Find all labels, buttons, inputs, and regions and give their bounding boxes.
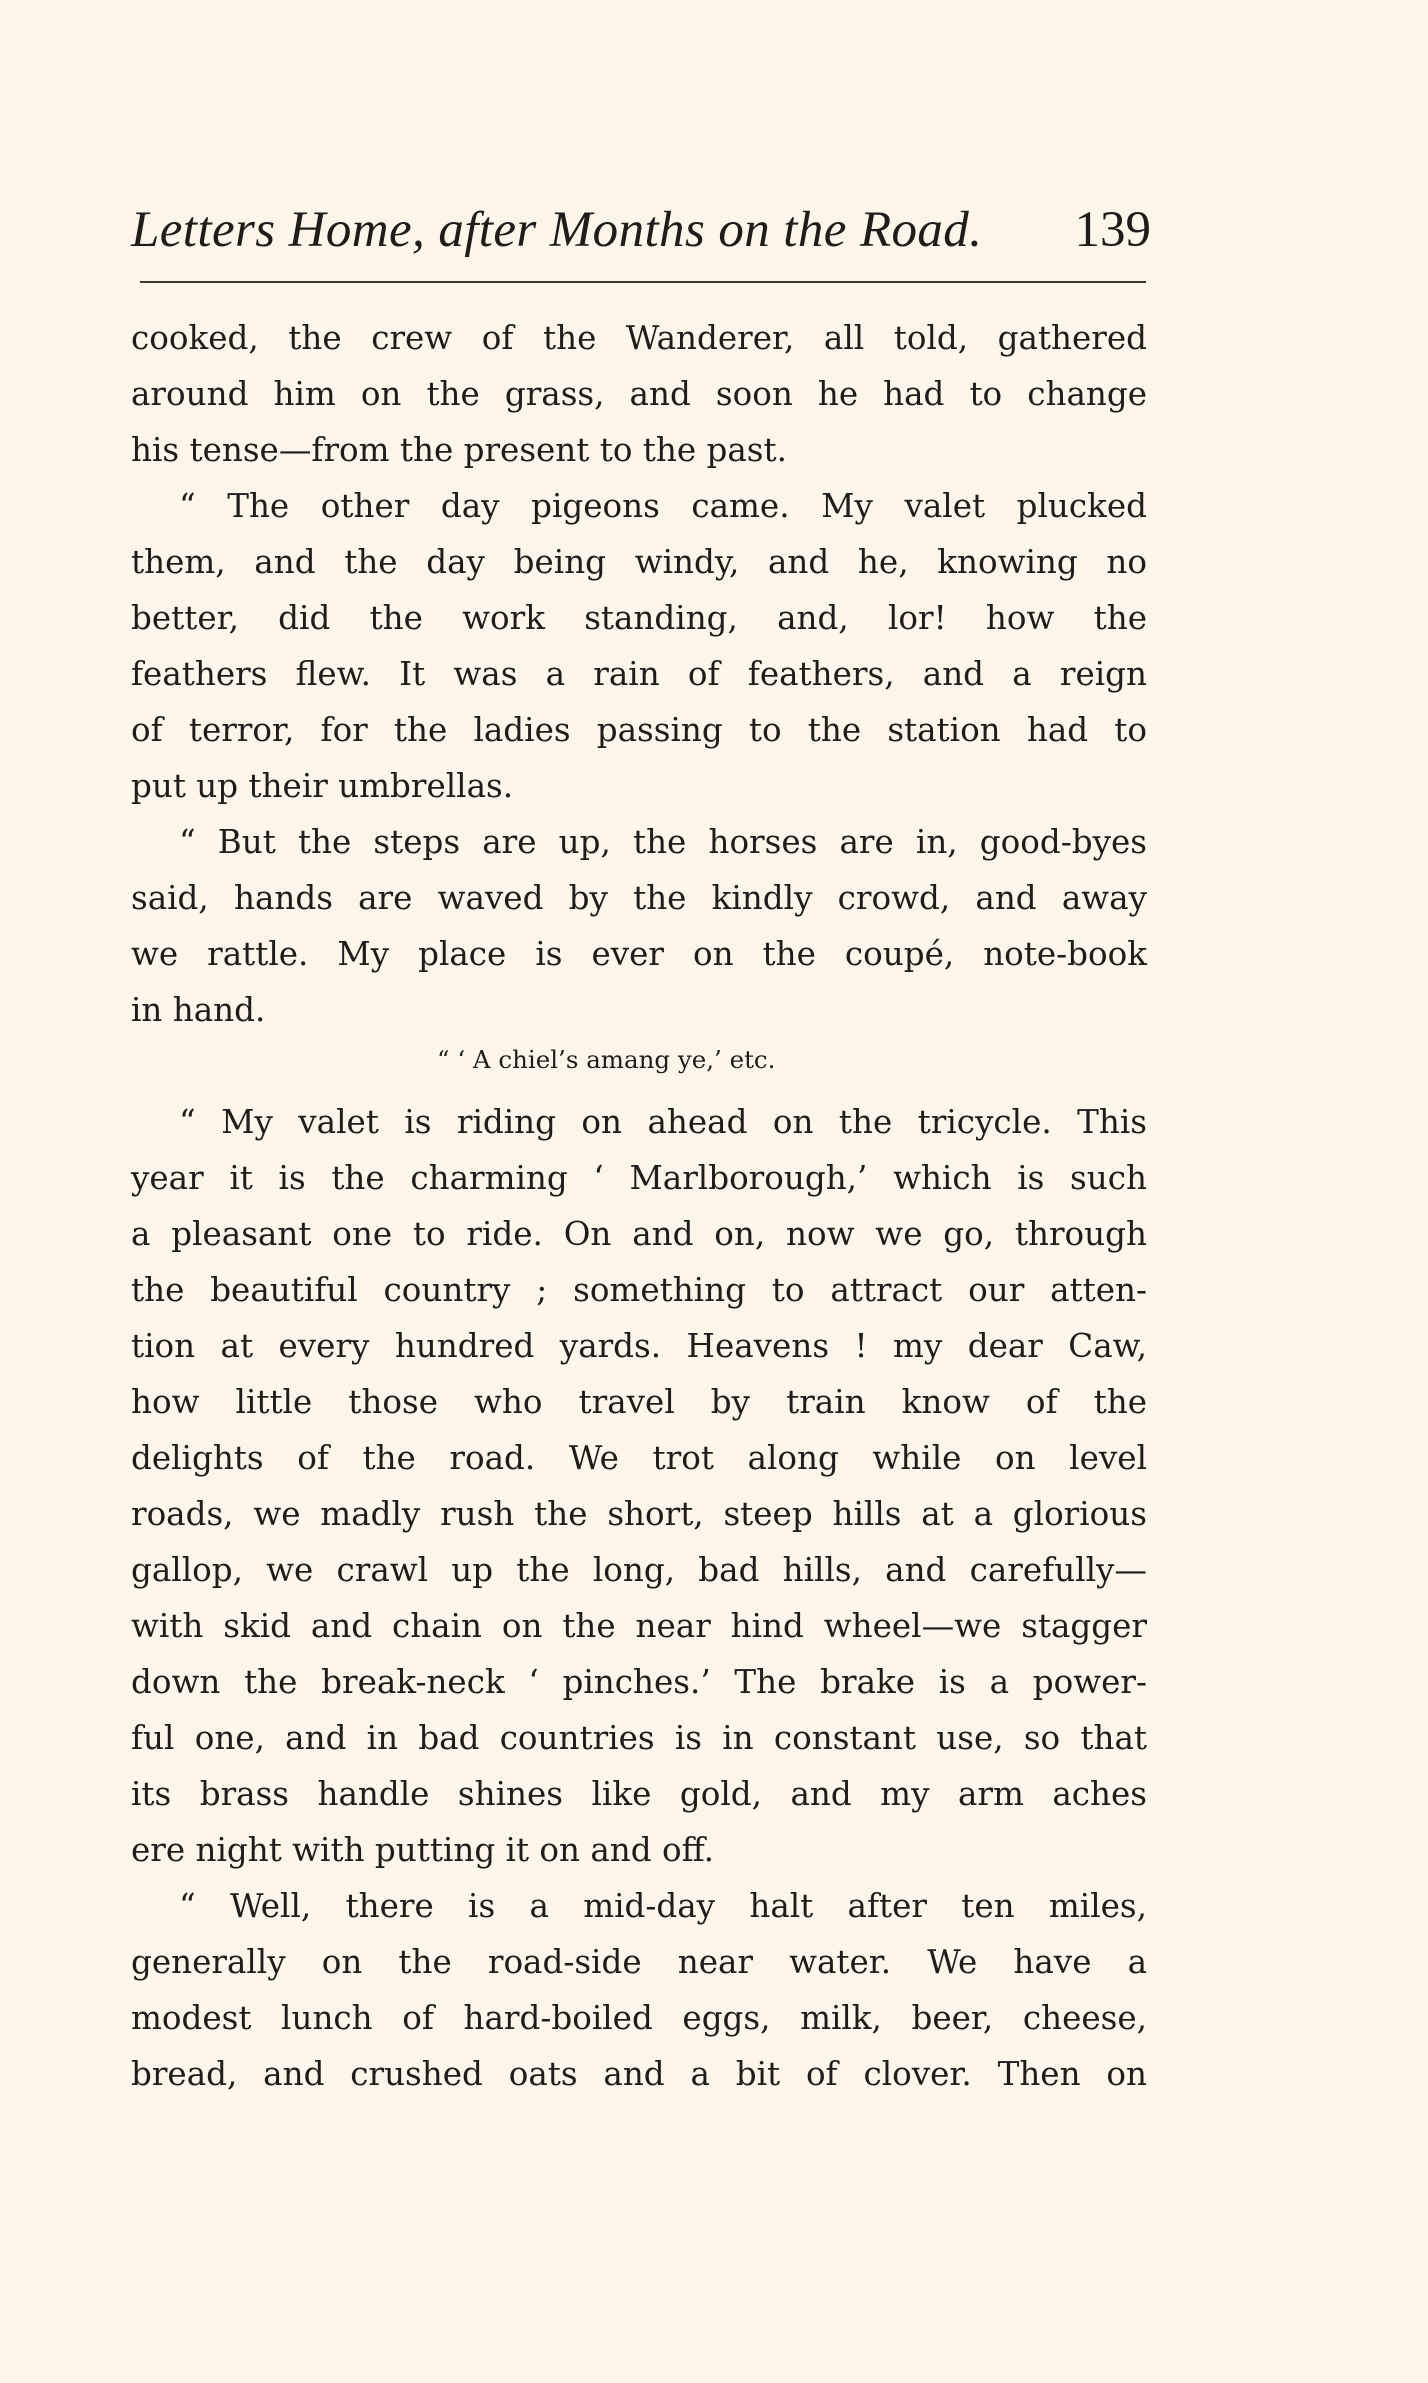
- text-line: his tense—from the present to the past.: [131, 431, 787, 469]
- text-line: how little those who travel by train know of the: [131, 1383, 1147, 1421]
- text-line: “ My valet is riding on ahead on the tricycle. This: [179, 1103, 1147, 1141]
- text-line: ful one, and in bad countries is in constant use, so that: [131, 1719, 1147, 1757]
- text-line: delights of the road. We trot along while on level: [131, 1439, 1147, 1477]
- text-line: “ The other day pigeons came. My valet plucked: [179, 487, 1147, 525]
- text-line: a pleasant one to ride. On and on, now we go, through: [131, 1215, 1147, 1253]
- text-line: generally on the road-side near water. We have a: [131, 1943, 1147, 1981]
- quoted-verse: “ ‘ A chiel’s amang ye,’ etc.: [437, 1045, 776, 1074]
- text-line: said, hands are waved by the kindly crowd, and away: [131, 879, 1147, 917]
- text-line: put up their umbrellas.: [131, 767, 514, 805]
- text-line: roads, we madly rush the short, steep hills at a glorious: [131, 1495, 1147, 1533]
- text-line: feathers flew. It was a rain of feathers, and a reign: [131, 655, 1147, 693]
- page-header: [131, 190, 1151, 270]
- text-line: ere night with putting it on and off.: [131, 1831, 714, 1869]
- text-line: the beautiful country ; something to attract our atten-: [131, 1271, 1147, 1309]
- text-line: them, and the day being windy, and he, knowing no: [131, 543, 1147, 581]
- text-line: in hand.: [131, 991, 266, 1029]
- text-line: down the break-neck ‘ pinches.’ The brake is a power-: [131, 1663, 1147, 1701]
- text-line: “ But the steps are up, the horses are in, good-byes: [179, 823, 1147, 861]
- text-line: of terror, for the ladies passing to the station had to: [131, 711, 1147, 749]
- text-line: tion at every hundred yards. Heavens ! my dear Caw,: [131, 1327, 1147, 1365]
- text-line: year it is the charming ‘ Marlborough,’ which is such: [131, 1159, 1147, 1197]
- text-line: modest lunch of hard-boiled eggs, milk, beer, cheese,: [131, 1999, 1147, 2037]
- text-line: cooked, the crew of the Wanderer, all told, gathered: [131, 319, 1147, 357]
- text-line: gallop, we crawl up the long, bad hills, and carefully—: [131, 1551, 1147, 1589]
- page-number: 139: [1074, 202, 1151, 258]
- text-line: better, did the work standing, and, lor! how the: [131, 599, 1147, 637]
- text-line: bread, and crushed oats and a bit of clover. Then on: [131, 2055, 1147, 2093]
- text-line: its brass handle shines like gold, and my arm aches: [131, 1775, 1147, 1813]
- header-rule: [140, 281, 1146, 283]
- body-text: [131, 310, 1147, 2102]
- running-title: Letters Home, after Months on the Road.: [131, 202, 983, 258]
- text-line: we rattle. My place is ever on the coupé, note-book: [131, 935, 1147, 973]
- text-line: with skid and chain on the near hind wheel—we stagger: [131, 1607, 1147, 1645]
- text-line: “ Well, there is a mid-day halt after ten miles,: [179, 1887, 1147, 1925]
- text-line: around him on the grass, and soon he had to change: [131, 375, 1147, 413]
